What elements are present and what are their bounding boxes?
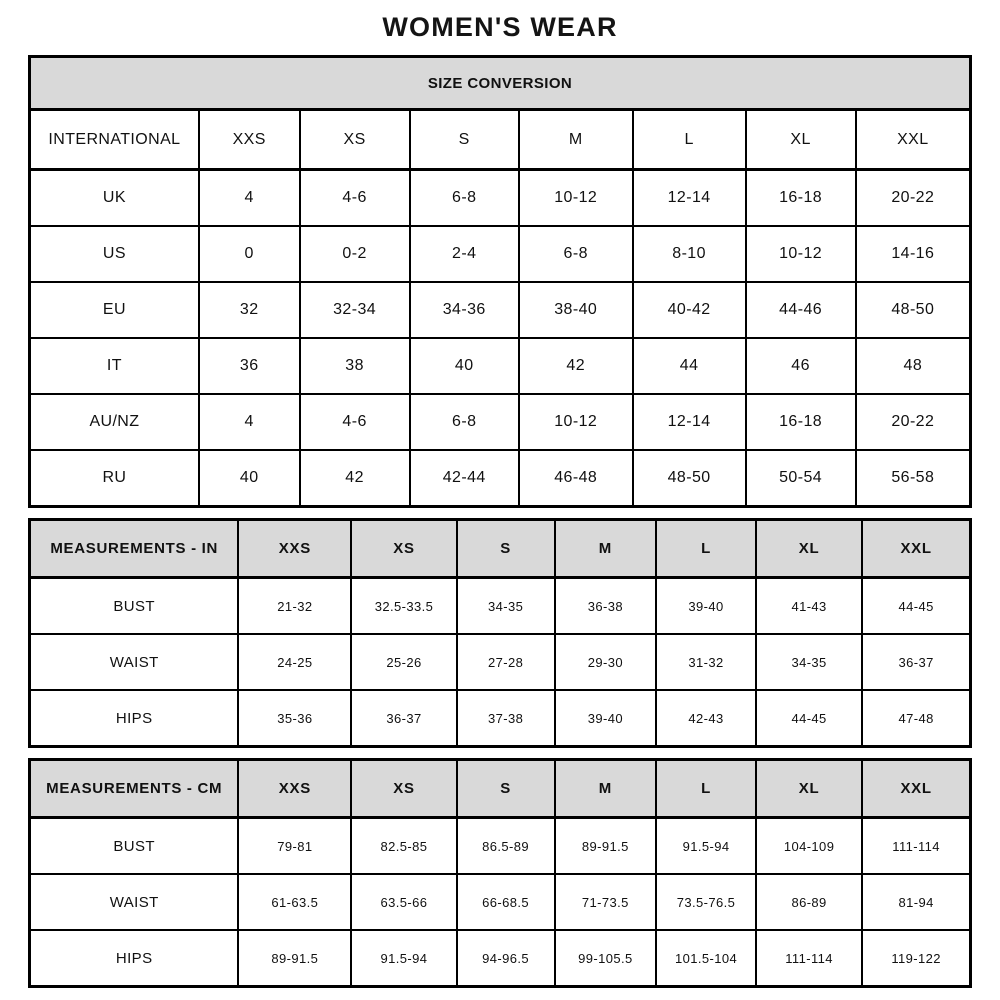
table-cell: 48 (856, 338, 971, 394)
table-cell: 39-40 (555, 690, 657, 747)
size-row-uk (30, 170, 971, 227)
size-row-us (30, 226, 971, 282)
table-cell: 0 (199, 226, 300, 282)
measurements-cm-header-row (30, 760, 971, 818)
table-cell: 101.5-104 (656, 930, 756, 987)
row-label-ru: RU (30, 450, 199, 507)
table-cell: 37-38 (457, 690, 555, 747)
table-cell: 99-105.5 (555, 930, 657, 987)
table-cell: 111-114 (756, 930, 862, 987)
table-cell: 32-34 (300, 282, 410, 338)
table-cell: 119-122 (862, 930, 970, 987)
cm-row-waist (30, 874, 971, 930)
row-label-hips: HIPS (30, 690, 239, 747)
table-cell: 40 (410, 338, 519, 394)
table-cell: 79-81 (238, 818, 351, 875)
table-cell: 29-30 (555, 634, 657, 690)
size-row-ru (30, 450, 971, 507)
row-label-waist: WAIST (30, 634, 239, 690)
table-cell: 4 (199, 170, 300, 227)
row-label-aunz: AU/NZ (30, 394, 199, 450)
table-cell: 40-42 (633, 282, 746, 338)
in-row-waist (30, 634, 971, 690)
table-cell: 81-94 (862, 874, 970, 930)
size-conversion-column-header-row (30, 110, 971, 170)
size-header-xxs: XXS (238, 760, 351, 818)
table-cell: 6-8 (519, 226, 633, 282)
table-cell: 0-2 (300, 226, 410, 282)
measurements-in-header-row (30, 520, 971, 578)
table-cell: 27-28 (457, 634, 555, 690)
table-cell: 34-35 (756, 634, 862, 690)
table-cell: 34-36 (410, 282, 519, 338)
table-cell: 44-45 (862, 578, 970, 635)
table-cell: 21-32 (238, 578, 351, 635)
table-cell: 47-48 (862, 690, 970, 747)
row-label-waist: WAIST (30, 874, 239, 930)
table-cell: 82.5-85 (351, 818, 456, 875)
table-cell: 16-18 (746, 394, 856, 450)
table-cell: 44-46 (746, 282, 856, 338)
table-cell: 61-63.5 (238, 874, 351, 930)
measurements-in-table (28, 518, 972, 748)
table-cell: 10-12 (519, 170, 633, 227)
table-cell: 40 (199, 450, 300, 507)
table-cell: 71-73.5 (555, 874, 657, 930)
size-header-s: S (457, 520, 555, 578)
table-cell: 16-18 (746, 170, 856, 227)
size-header-xxl: XXL (862, 760, 970, 818)
column-header-l: L (633, 110, 746, 170)
table-cell: 10-12 (519, 394, 633, 450)
table-cell: 56-58 (856, 450, 971, 507)
table-cell: 42 (519, 338, 633, 394)
table-cell: 44-45 (756, 690, 862, 747)
size-row-aunz (30, 394, 971, 450)
table-cell: 20-22 (856, 394, 971, 450)
column-header-xl: XL (746, 110, 856, 170)
table-cell: 24-25 (238, 634, 351, 690)
table-cell: 36 (199, 338, 300, 394)
table-cell: 20-22 (856, 170, 971, 227)
size-header-m: M (555, 520, 657, 578)
size-header-xl: XL (756, 520, 862, 578)
size-header-s: S (457, 760, 555, 818)
row-label-bust: BUST (30, 818, 239, 875)
column-header-s: S (410, 110, 519, 170)
table-cell: 32.5-33.5 (351, 578, 456, 635)
table-cell: 86.5-89 (457, 818, 555, 875)
table-cell: 44 (633, 338, 746, 394)
column-header-xxl: XXL (856, 110, 971, 170)
table-cell: 12-14 (633, 394, 746, 450)
column-header-international: INTERNATIONAL (30, 110, 199, 170)
table-cell: 91.5-94 (351, 930, 456, 987)
row-label-uk: UK (30, 170, 199, 227)
table-cell: 35-36 (238, 690, 351, 747)
size-conversion-table (28, 55, 972, 508)
table-cell: 10-12 (746, 226, 856, 282)
table-cell: 36-38 (555, 578, 657, 635)
cm-row-bust (30, 818, 971, 875)
cm-row-hips (30, 930, 971, 987)
table-cell: 4-6 (300, 170, 410, 227)
size-header-xxl: XXL (862, 520, 970, 578)
row-label-eu: EU (30, 282, 199, 338)
size-conversion-banner-row (30, 57, 971, 110)
size-header-xxs: XXS (238, 520, 351, 578)
table-cell: 38 (300, 338, 410, 394)
table-cell: 89-91.5 (555, 818, 657, 875)
table-cell: 48-50 (633, 450, 746, 507)
table-cell: 32 (199, 282, 300, 338)
column-header-xxs: XXS (199, 110, 300, 170)
measurements-in-title: MEASUREMENTS - IN (30, 520, 239, 578)
row-label-us: US (30, 226, 199, 282)
measurements-cm-table (28, 758, 972, 988)
table-cell: 14-16 (856, 226, 971, 282)
row-label-bust: BUST (30, 578, 239, 635)
size-header-xs: XS (351, 520, 456, 578)
table-cell: 34-35 (457, 578, 555, 635)
table-cell: 41-43 (756, 578, 862, 635)
table-cell: 39-40 (656, 578, 756, 635)
table-cell: 94-96.5 (457, 930, 555, 987)
size-conversion-title: SIZE CONVERSION (30, 57, 971, 110)
page-title: WOMEN'S WEAR (382, 12, 618, 42)
table-cell: 4-6 (300, 394, 410, 450)
table-cell: 66-68.5 (457, 874, 555, 930)
in-row-bust (30, 578, 971, 635)
table-cell: 111-114 (862, 818, 970, 875)
size-header-l: L (656, 520, 756, 578)
size-row-it (30, 338, 971, 394)
table-cell: 46 (746, 338, 856, 394)
row-label-hips: HIPS (30, 930, 239, 987)
table-cell: 8-10 (633, 226, 746, 282)
table-cell: 42 (300, 450, 410, 507)
size-header-l: L (656, 760, 756, 818)
table-cell: 48-50 (856, 282, 971, 338)
table-cell: 6-8 (410, 394, 519, 450)
table-cell: 86-89 (756, 874, 862, 930)
row-label-it: IT (30, 338, 199, 394)
in-row-hips (30, 690, 971, 747)
table-cell: 46-48 (519, 450, 633, 507)
size-header-xs: XS (351, 760, 456, 818)
column-header-xs: XS (300, 110, 410, 170)
size-header-m: M (555, 760, 657, 818)
table-cell: 6-8 (410, 170, 519, 227)
table-cell: 104-109 (756, 818, 862, 875)
table-cell: 73.5-76.5 (656, 874, 756, 930)
size-row-eu (30, 282, 971, 338)
table-cell: 2-4 (410, 226, 519, 282)
size-header-xl: XL (756, 760, 862, 818)
table-cell: 38-40 (519, 282, 633, 338)
table-cell: 36-37 (862, 634, 970, 690)
table-cell: 31-32 (656, 634, 756, 690)
table-cell: 12-14 (633, 170, 746, 227)
table-cell: 25-26 (351, 634, 456, 690)
table-cell: 36-37 (351, 690, 456, 747)
table-cell: 42-44 (410, 450, 519, 507)
table-cell: 4 (199, 394, 300, 450)
measurements-cm-title: MEASUREMENTS - CM (30, 760, 239, 818)
table-cell: 89-91.5 (238, 930, 351, 987)
table-cell: 91.5-94 (656, 818, 756, 875)
table-cell: 42-43 (656, 690, 756, 747)
table-cell: 63.5-66 (351, 874, 456, 930)
column-header-m: M (519, 110, 633, 170)
table-cell: 50-54 (746, 450, 856, 507)
